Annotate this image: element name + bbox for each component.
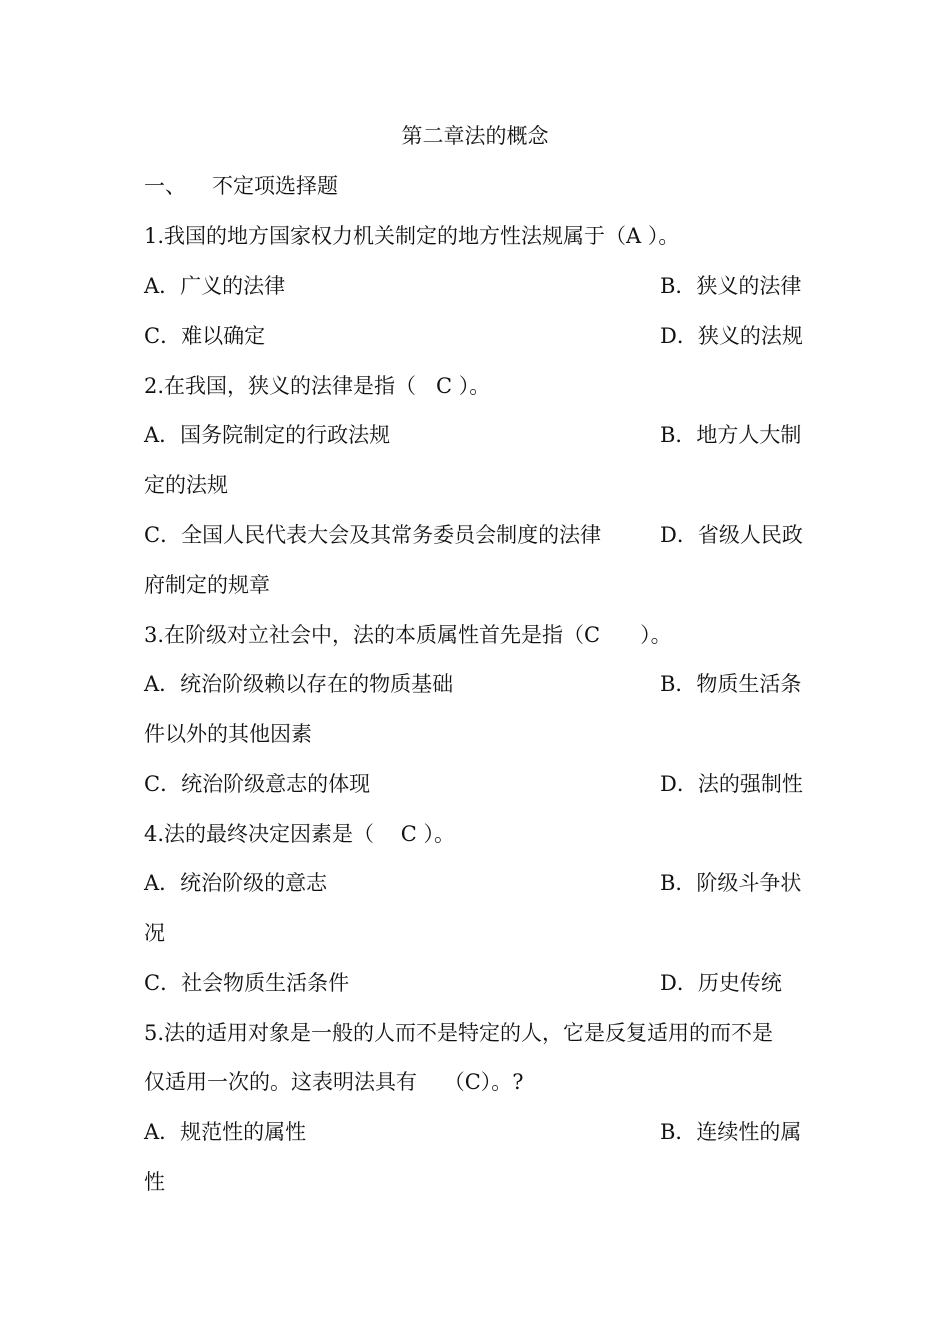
question-3-option-b: B．物质生活条: [660, 672, 802, 696]
question-1-option-a: A．广义的法律: [144, 274, 286, 298]
question-5-stem-line-1: 5.法的适用对象是一般的人而不是特定的人，它是反复适用的而不是: [144, 1021, 774, 1045]
question-4-stem: 4.法的最终决定因素是（ C ）。: [144, 822, 455, 846]
question-2-option-a: A．国务院制定的行政法规: [144, 423, 391, 447]
question-1-stem: 1.我国的地方国家权力机关制定的地方性法规属于（A ）。: [144, 224, 680, 248]
question-3-option-d: D．法的强制性: [660, 772, 803, 796]
question-3-stem: 3.在阶级对立社会中，法的本质属性首先是指（C ）。: [144, 623, 672, 647]
question-2-stem: 2.在我国，狭义的法律是指（ C ）。: [144, 374, 491, 398]
question-5-stem-line-2: 仅适用一次的。这表明法具有 （C）。?: [144, 1070, 524, 1094]
question-4-option-c: C．社会物质生活条件: [144, 971, 350, 995]
section-number: 一、: [144, 174, 186, 198]
question-4-option-b: B．阶级斗争状: [660, 871, 802, 895]
question-3-option-a: A．统治阶级赖以存在的物质基础: [144, 672, 454, 696]
question-5-option-a: A．规范性的属性: [144, 1120, 307, 1144]
question-1-option-d: D．狭义的法规: [660, 324, 803, 348]
question-5-option-b-continued: 性: [144, 1170, 165, 1194]
question-3-option-c: C．统治阶级意志的体现: [144, 772, 371, 796]
question-1-option-c: C．难以确定: [144, 324, 266, 348]
question-3-option-b-continued: 件以外的其他因素: [144, 722, 312, 746]
question-2-option-d: D．省级人民政: [660, 523, 803, 547]
question-2-option-c: C．全国人民代表大会及其常务委员会制度的法律: [144, 523, 602, 547]
question-2-option-b-continued: 定的法规: [144, 473, 228, 497]
section-heading: 不定项选择题: [212, 174, 338, 198]
question-2-option-d-continued: 府制定的规章: [144, 573, 270, 597]
question-4-option-b-continued: 况: [144, 921, 165, 945]
question-4-option-a: A．统治阶级的意志: [144, 871, 328, 895]
question-4-option-d: D．历史传统: [660, 971, 782, 995]
question-1-option-b: B．狭义的法律: [660, 274, 802, 298]
question-2-option-b: B．地方人大制: [660, 423, 802, 447]
chapter-title: 第二章法的概念: [401, 124, 549, 148]
question-5-option-b: B．连续性的属: [660, 1120, 802, 1144]
